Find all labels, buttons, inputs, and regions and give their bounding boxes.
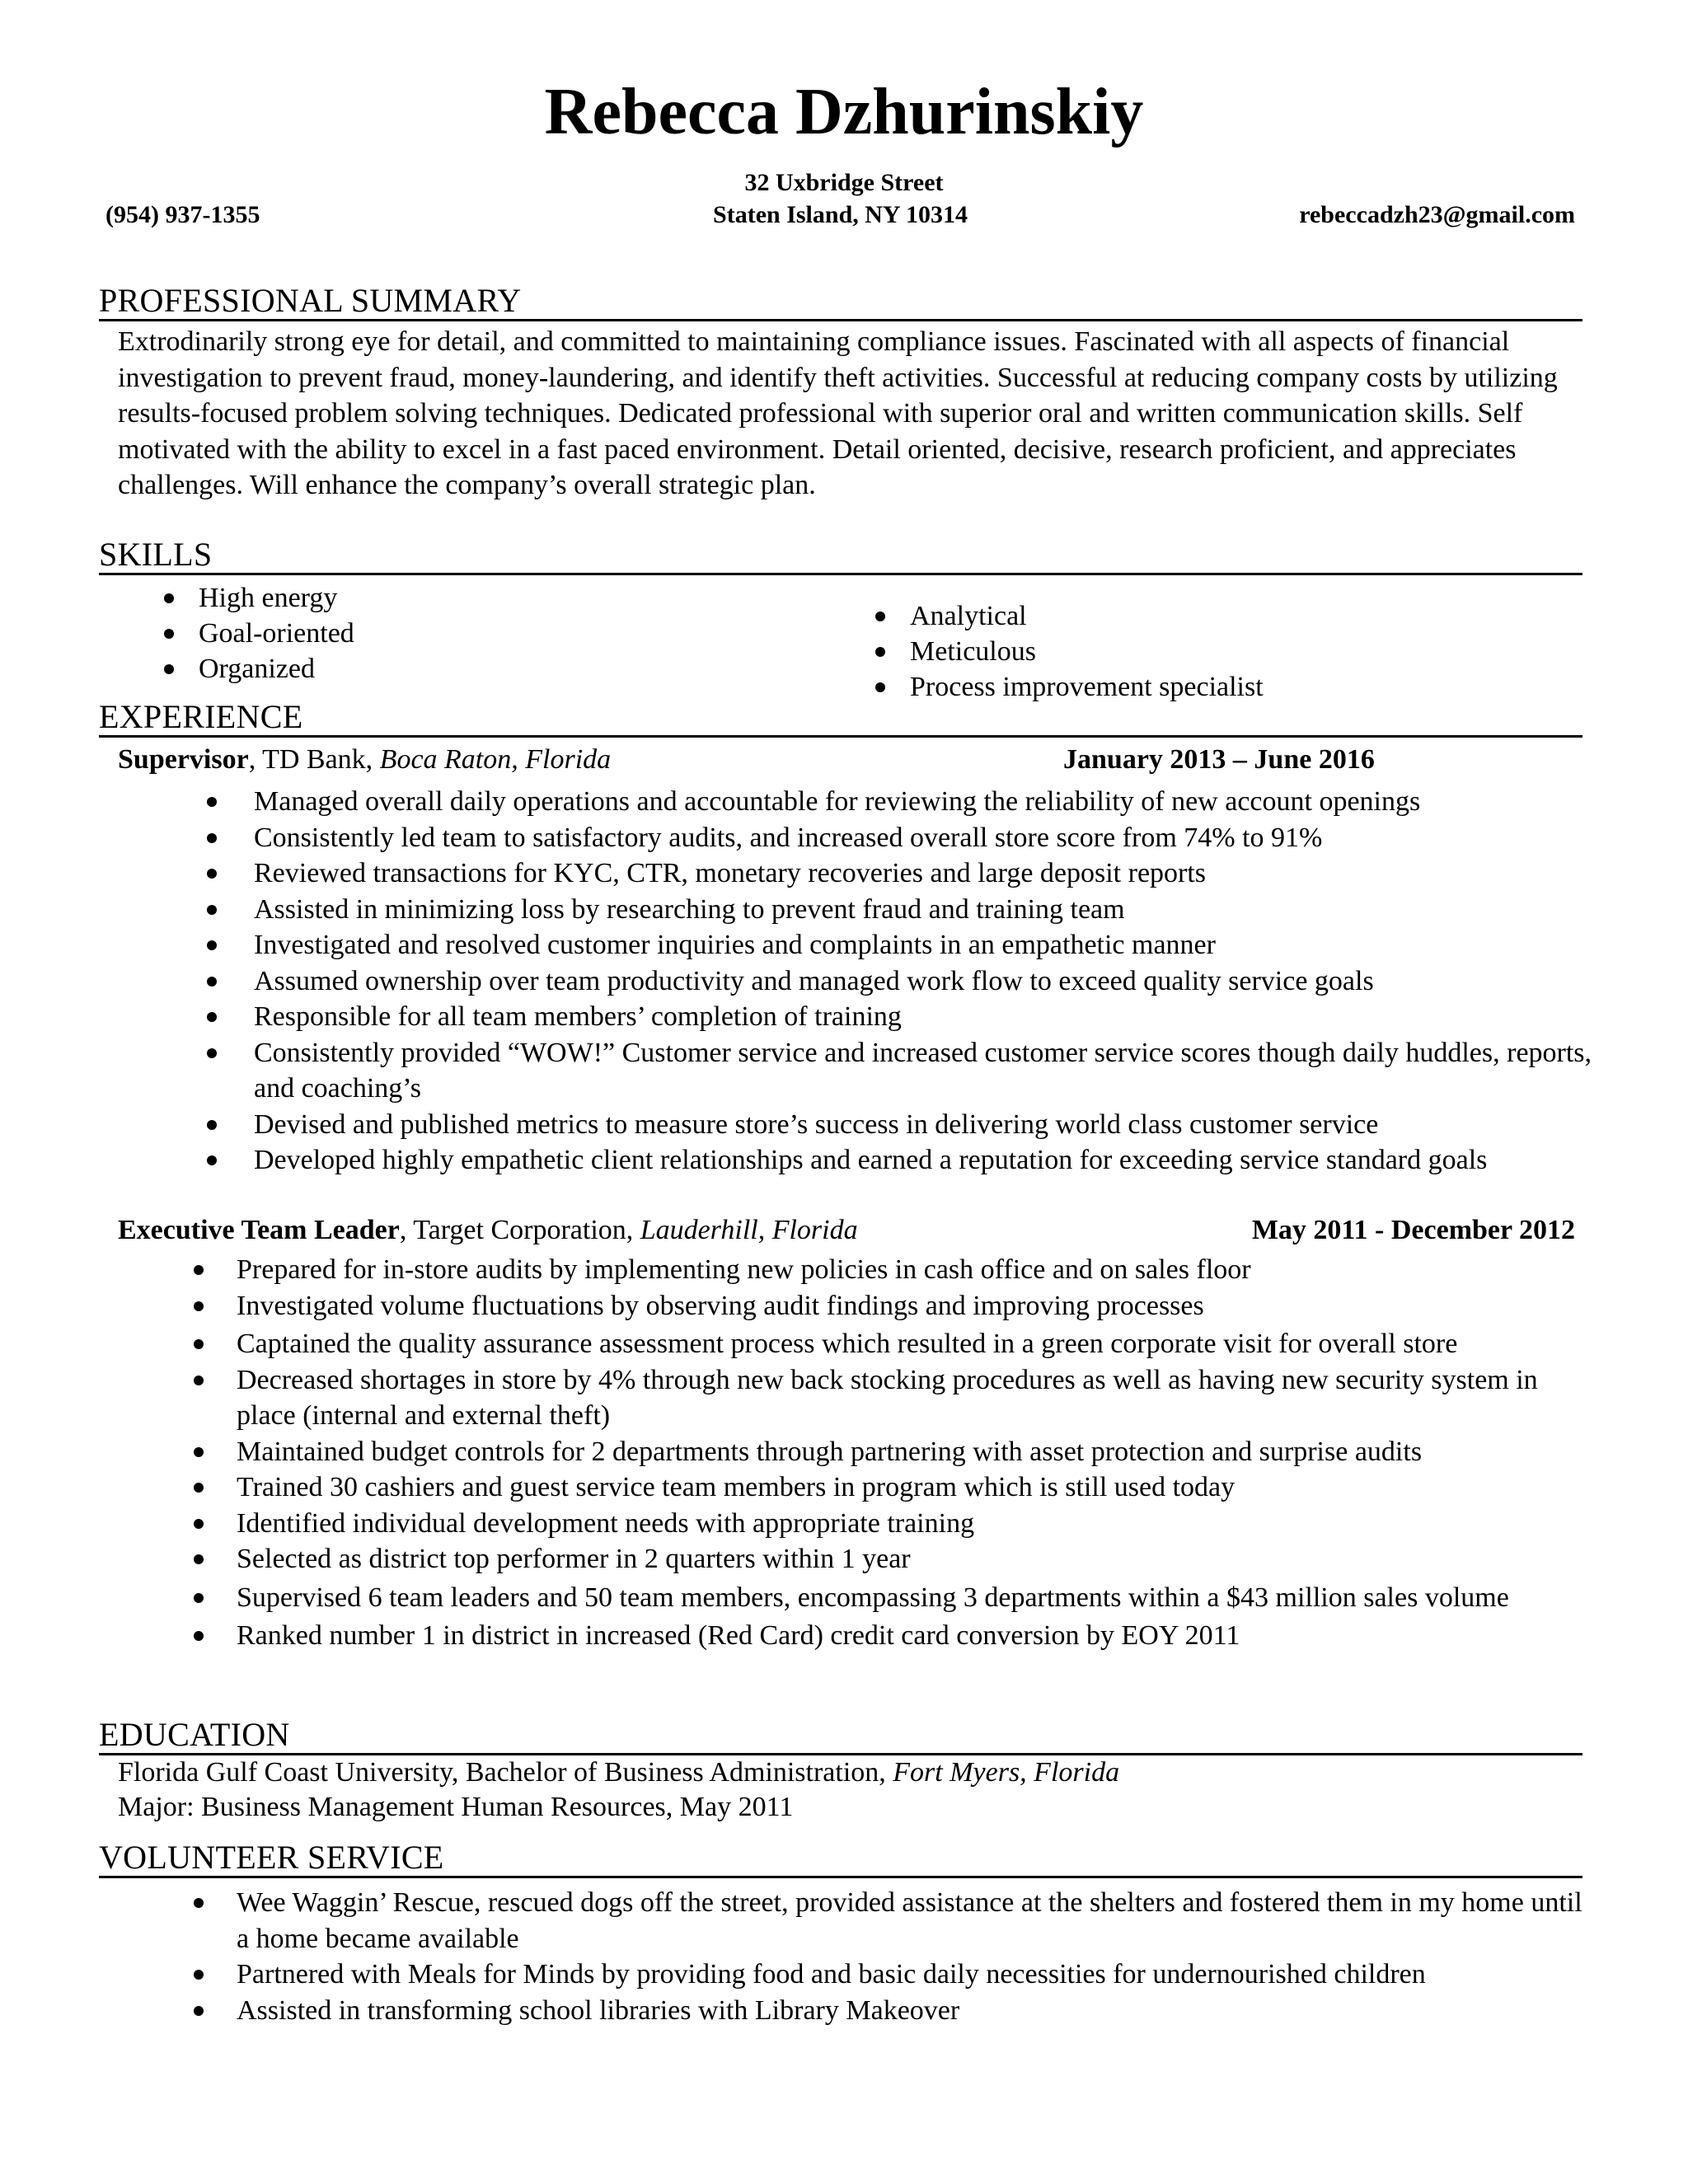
list-item: Supervised 6 team leaders and 50 team members, encompassing 3 departments within a $43 million sales volume: [237, 1580, 1597, 1616]
volunteer-bullets: [237, 1885, 1597, 2028]
list-item: Meticulous: [875, 634, 1264, 669]
list-item: High energy: [164, 580, 354, 616]
contact-row: [106, 200, 1575, 232]
list-item: Goal-oriented: [164, 616, 354, 651]
job-location: Boca Raton, Florida: [379, 744, 612, 775]
education-block: [118, 1755, 1585, 1825]
job-bullets: [237, 1252, 1597, 1654]
list-item: Ranked number 1 in district in increased (Red Card) credit card conversion by EOY 2011: [237, 1618, 1597, 1654]
list-item: Organized: [164, 651, 354, 687]
phone-number: (954) 937-1355: [106, 201, 260, 228]
skills-list-right: [875, 598, 1264, 705]
education-location: Fort Myers, Florida: [893, 1757, 1120, 1788]
list-item: Decreased shortages in store by 4% through new back stocking procedures as well as having new security system in place (internal and external theft): [237, 1362, 1597, 1434]
job-company: , Target Corporation,: [399, 1215, 640, 1245]
city-state-zip: Staten Island, NY 10314: [713, 201, 968, 228]
list-item: Reviewed transactions for KYC, CTR, monetary recoveries and large deposit reports: [254, 855, 1606, 892]
list-item: Consistently provided “WOW!” Customer service and increased customer service scores though daily huddles, reports, and coaching’s: [254, 1035, 1606, 1107]
list-item: Partnered with Meals for Minds by providing food and basic daily necessities for undernourished children: [237, 1957, 1597, 1993]
email-address: rebeccadzh23@gmail.com: [1299, 201, 1575, 228]
list-item: Prepared for in-store audits by implementing new policies in cash office and on sales floor: [237, 1252, 1597, 1288]
job-company: , TD Bank,: [248, 744, 380, 775]
list-item: Trained 30 cashiers and guest service team members in program which is still used today: [237, 1469, 1597, 1506]
list-item: Process improvement specialist: [875, 669, 1264, 705]
education-degree: Florida Gulf Coast University, Bachelor of Business Administration,: [118, 1757, 893, 1788]
list-item: Consistently led team to satisfactory audits, and increased overall store score from 74% to 91%: [254, 820, 1606, 856]
job-role: Supervisor: [118, 744, 249, 775]
list-item: Identified individual development needs with appropriate training: [237, 1506, 1597, 1542]
section-title-education: EDUCATION: [99, 1717, 1582, 1755]
list-item: Assisted in minimizing loss by researching to prevent fraud and training team: [254, 892, 1606, 928]
candidate-name: Rebecca Dzhurinskiy: [544, 76, 1144, 148]
skills-list-left: [164, 580, 354, 687]
job-bullets: [254, 784, 1606, 1179]
list-item: Captained the quality assurance assessment process which resulted in a green corporate visit for overall store: [237, 1326, 1597, 1362]
job-header: [118, 1213, 1575, 1248]
list-item: Assumed ownership over team productivity and managed work flow to exceed quality service goals: [254, 963, 1606, 1000]
job-dates: May 2011 - December 2012: [1251, 1215, 1575, 1245]
list-item: Selected as district top performer in 2 quarters within 1 year: [237, 1541, 1597, 1577]
street-address: 32 Uxbridge Street: [744, 169, 944, 196]
summary-text: Extrodinarily strong eye for detail, and committed to maintaining compliance issues. Fascinated with all aspects of financial investigation to prevent fraud, money-laundering, and identify theft activities. Successful at reducing company costs by utilizing results-focused problem solving techniques. Dedicated professional with superior oral and written communication skills. Self motivated with the ability to excel in a fast paced environment. Detail oriented, decisive, research proficient, and appreciates challenges. Will enhance the company’s overall strategic plan.: [118, 326, 1558, 501]
section-title-volunteer: VOLUNTEER SERVICE: [99, 1840, 1582, 1878]
list-item: Analytical: [875, 598, 1264, 634]
list-item: Devised and published metrics to measure store’s success in delivering world class customer service: [254, 1107, 1606, 1143]
list-item: Investigated and resolved customer inquiries and complaints in an empathetic manner: [254, 927, 1606, 963]
job-location: Lauderhill, Florida: [640, 1215, 858, 1245]
section-title-experience: EXPERIENCE: [99, 699, 1582, 738]
job-role: Executive Team Leader: [118, 1215, 400, 1245]
education-degree-line: [118, 1755, 1585, 1790]
education-major: Major: Business Management Human Resources, May 2011: [118, 1792, 794, 1822]
section-title-skills: SKILLS: [99, 537, 1582, 575]
section-title-summary: PROFESSIONAL SUMMARY: [99, 283, 1582, 321]
job-header: [118, 743, 1575, 777]
job-dates: January 2013 – June 2016: [1063, 744, 1375, 775]
list-item: Investigated volume fluctuations by observing audit findings and improving processes: [237, 1288, 1597, 1324]
list-item: Responsible for all team members’ completion of training: [254, 999, 1606, 1035]
list-item: Maintained budget controls for 2 departments through partnering with asset protection and surprise audits: [237, 1434, 1597, 1470]
list-item: Developed highly empathetic client relationships and earned a reputation for exceeding service standard goals: [254, 1142, 1606, 1179]
list-item: Managed overall daily operations and accountable for reviewing the reliability of new account openings: [254, 784, 1606, 820]
list-item: Wee Waggin’ Rescue, rescued dogs off the street, provided assistance at the shelters and fostered them in my home until a home became available: [237, 1885, 1597, 1957]
list-item: Assisted in transforming school libraries with Library Makeover: [237, 1993, 1597, 2029]
